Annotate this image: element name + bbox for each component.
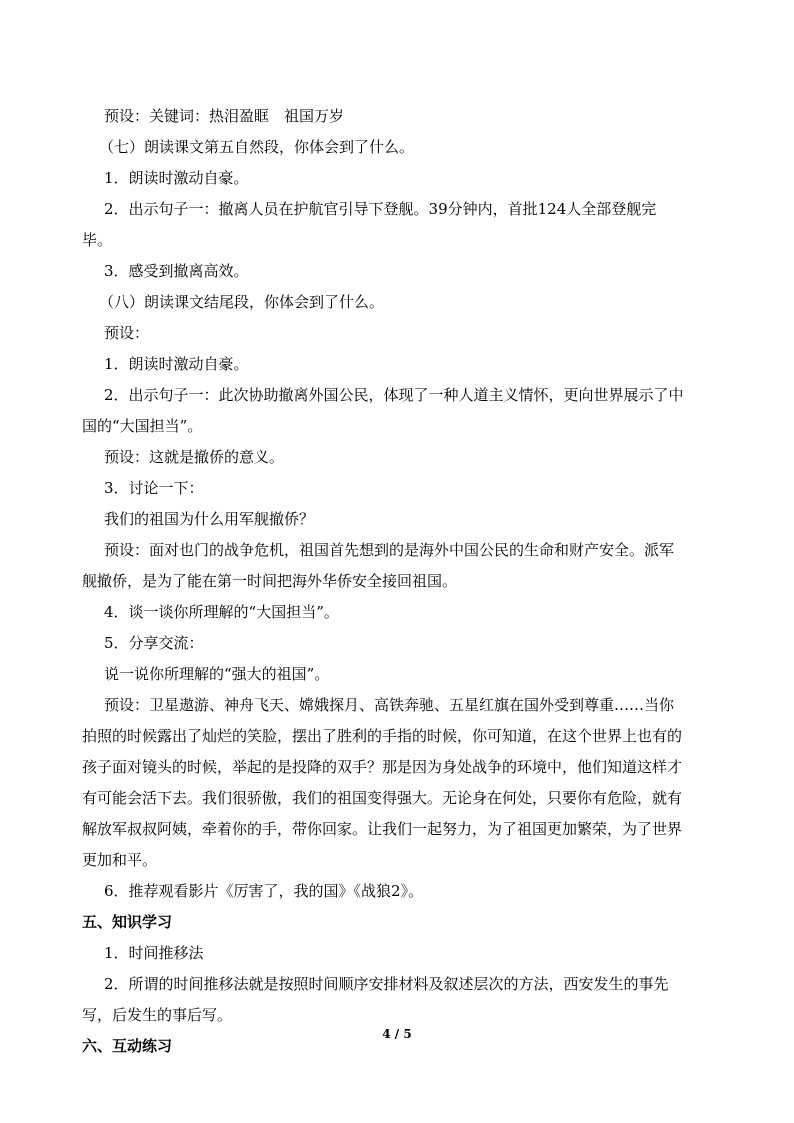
text-line: 预设：	[104, 324, 150, 342]
text-line: 舰撤侨，是为了能在第一时间把海外华侨安全接回祖国。	[82, 572, 458, 590]
page-number: 4 / 5	[382, 1027, 412, 1041]
text-line: 预设：面对也门的战争危机，祖国首先想到的是海外中国公民的生命和财产安全。派军	[104, 541, 675, 559]
text-line: 更加和平。	[82, 851, 158, 869]
text-line: 国的“大国担当”。	[82, 417, 203, 435]
section-heading: 六、互动练习	[82, 1037, 173, 1055]
text-line: 拍照的时候露出了灿烂的笑脸，摆出了胜利的手指的时候，你可知道，在这个世界上也有的	[82, 727, 683, 745]
text-line: 3．感受到撤离高效。	[104, 262, 249, 280]
text-line: 解放军叔叔阿姨，牵着你的手，带你回家。让我们一起努力，为了祖国更加繁荣，为了世界	[82, 820, 683, 838]
text-line: 1．时间推移法	[104, 944, 204, 962]
text-line: 孩子面对镜头的时候，举起的是投降的双手？那是因为身处战争的环境中，他们知道这样才	[82, 758, 683, 776]
text-line: 1．朗读时激动自豪。	[104, 169, 249, 187]
section-heading: 五、知识学习	[82, 913, 173, 931]
text-line: 2．所谓的时间推移法就是按照时间顺序安排材料及叙述层次的方法，西安发生的事先	[104, 975, 669, 993]
text-line: （七）朗读课文第五自然段，你体会到了什么。	[99, 138, 415, 156]
text-line: 2．出示句子一：此次协助撤离外国公民，体现了一种人道主义情怀，更向世界展示了中	[104, 386, 684, 404]
text-line: 预设：卫星遨游、神舟飞天、嫦娥探月、高铁奔驰、五星红旗在国外受到尊重……当你	[104, 696, 675, 714]
text-line: 6．推荐观看影片《厉害了，我的国》《战狼2》。	[104, 882, 424, 900]
text-line: 毕。	[82, 231, 113, 249]
text-line: 3．讨论一下：	[104, 479, 204, 497]
text-line: （八）朗读课文结尾段，你体会到了什么。	[99, 293, 385, 311]
text-line: 说一说你所理解的“强大的祖国”。	[104, 665, 330, 683]
text-line: 预设：这就是撤侨的意义。	[104, 448, 285, 466]
text-line: 1．朗读时激动自豪。	[104, 355, 249, 373]
page-content	[82, 103, 722, 1059]
text-line: 我们的祖国为什么用军舰撤侨？	[104, 510, 315, 528]
text-line: 4．谈一谈你所理解的“大国担当”。	[104, 603, 339, 621]
text-line: 5．分享交流：	[104, 634, 204, 652]
text-line: 预设：关键词：热泪盈眶 祖国万岁	[104, 107, 345, 125]
text-line: 有可能会活下去。我们很骄傲，我们的祖国变得强大。无论身在何处，只要你有危险，就有	[82, 789, 683, 807]
text-line: 写，后发生的事后写。	[82, 1006, 233, 1024]
text-line: 2．出示句子一：撤离人员在护航官引导下登舰。39分钟内，首批124人全部登舰完	[104, 200, 657, 218]
